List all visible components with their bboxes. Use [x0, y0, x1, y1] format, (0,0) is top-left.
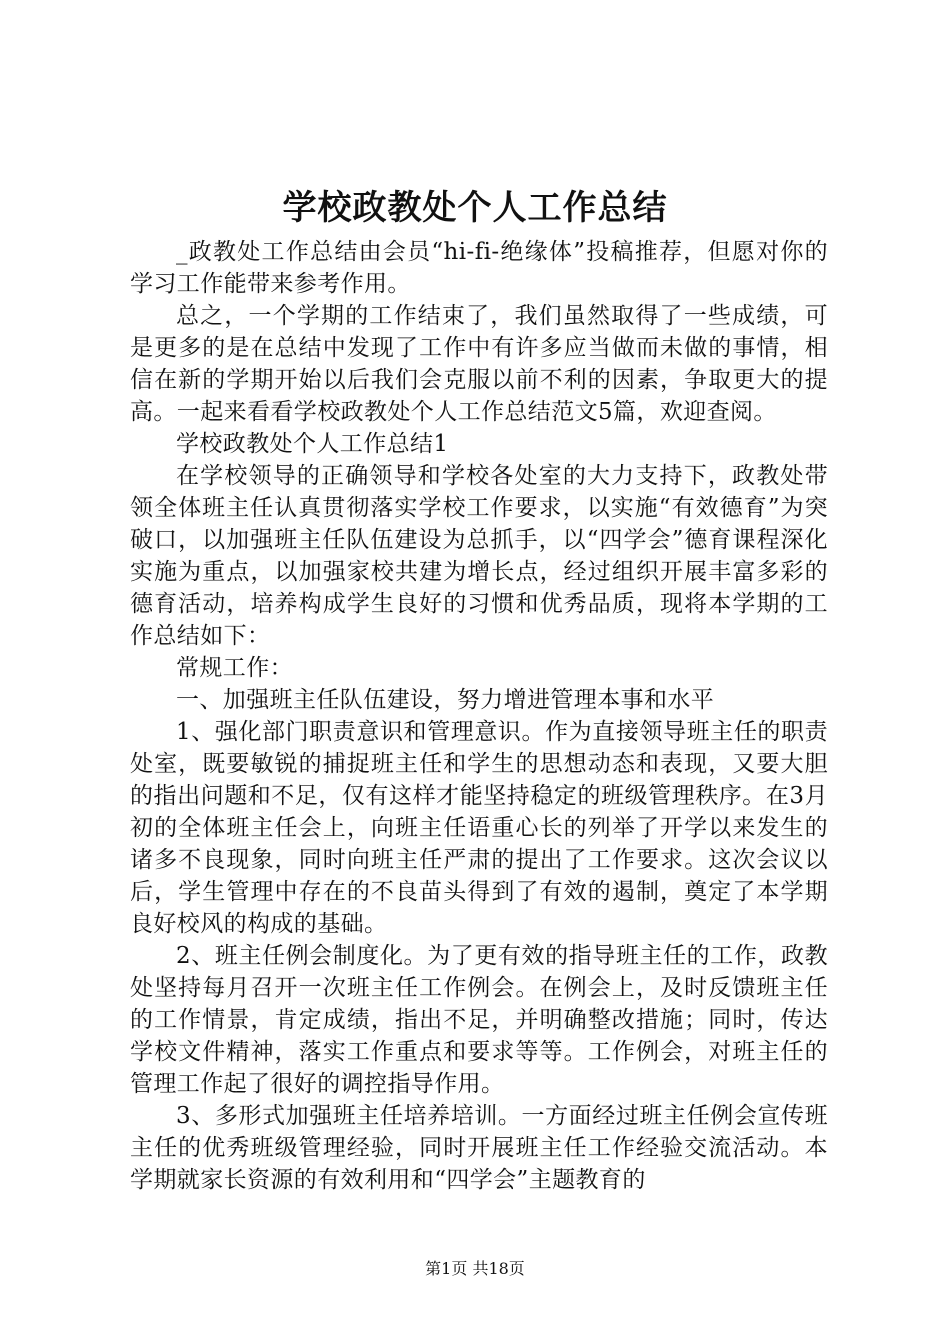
subheading-routine-work: 常规工作：	[176, 655, 293, 681]
paragraph-item-1: 1、强化部门职责意识和管理意识。作为直接领导班主任的职责处室，既要敏锐的捕捉班主任和学生的思想动态和表现，又要大胆的指出问题和不足，仅有这样才能坚持稳定的班级管理秩序。在3月初的全体班主任会上，向班主任语重心长的列举了开学以来发生的诸多不良现象，同时向班主任严肃的提出了工作要求。这次会议以后，学生管理中存在的不良苗头得到了有效的遏制，奠定了本学期良好校风的构成的基础。	[130, 719, 828, 937]
document-title: 学校政教处个人工作总结	[282, 188, 668, 228]
subheading-teacher-team: 一、加强班主任队伍建设，努力增进管理本事和水平	[176, 687, 715, 713]
paragraph-item-2: 2、班主任例会制度化。为了更有效的指导班主任的工作，政教处坚持每月召开一次班主任工作例会。在例会上，及时反馈班主任的工作情景，肯定成绩，指出不足，并明确整改措施；同时，传达学校文件精神，落实工作重点和要求等等。工作例会，对班主任的管理工作起了很好的调控指导作用。	[130, 943, 828, 1097]
paragraph-intro: _政教处工作总结由会员“hi-fi-绝缘体”投稿推荐，但愿对你的学习工作能带来参考作用。	[130, 239, 828, 297]
page-footer: 第1页 共18页	[425, 1259, 525, 1278]
paragraph-overview: 在学校领导的正确领导和学校各处室的大力支持下，政教处带领全体班主任认真贯彻落实学校工作要求，以实施“有效德育”为突破口，以加强班主任队伍建设为总抓手，以“四学会”德育课程深化实施为重点，以加强家校共建为增长点，经过组织开展丰富多彩的德育活动，培养构成学生良好的习惯和优秀品质，现将本学期的工作总结如下：	[130, 463, 828, 649]
paragraph-item-3: 3、多形式加强班主任培养培训。一方面经过班主任例会宣传班主任的优秀班级管理经验，同时开展班主任工作经验交流活动。本学期就家长资源的有效利用和“四学会”主题教育的	[130, 1103, 828, 1193]
document-body	[130, 236, 828, 1196]
paragraph-summary: 总之，一个学期的工作结束了，我们虽然取得了一些成绩，可是更多的是在总结中发现了工作中有许多应当做而未做的事情，相信在新的学期开始以后我们会克服以前不利的因素，争取更大的提高。一起来看看学校政教处个人工作总结范文5篇，欢迎查阅。	[130, 303, 828, 425]
section-heading: 学校政教处个人工作总结1	[176, 431, 449, 457]
